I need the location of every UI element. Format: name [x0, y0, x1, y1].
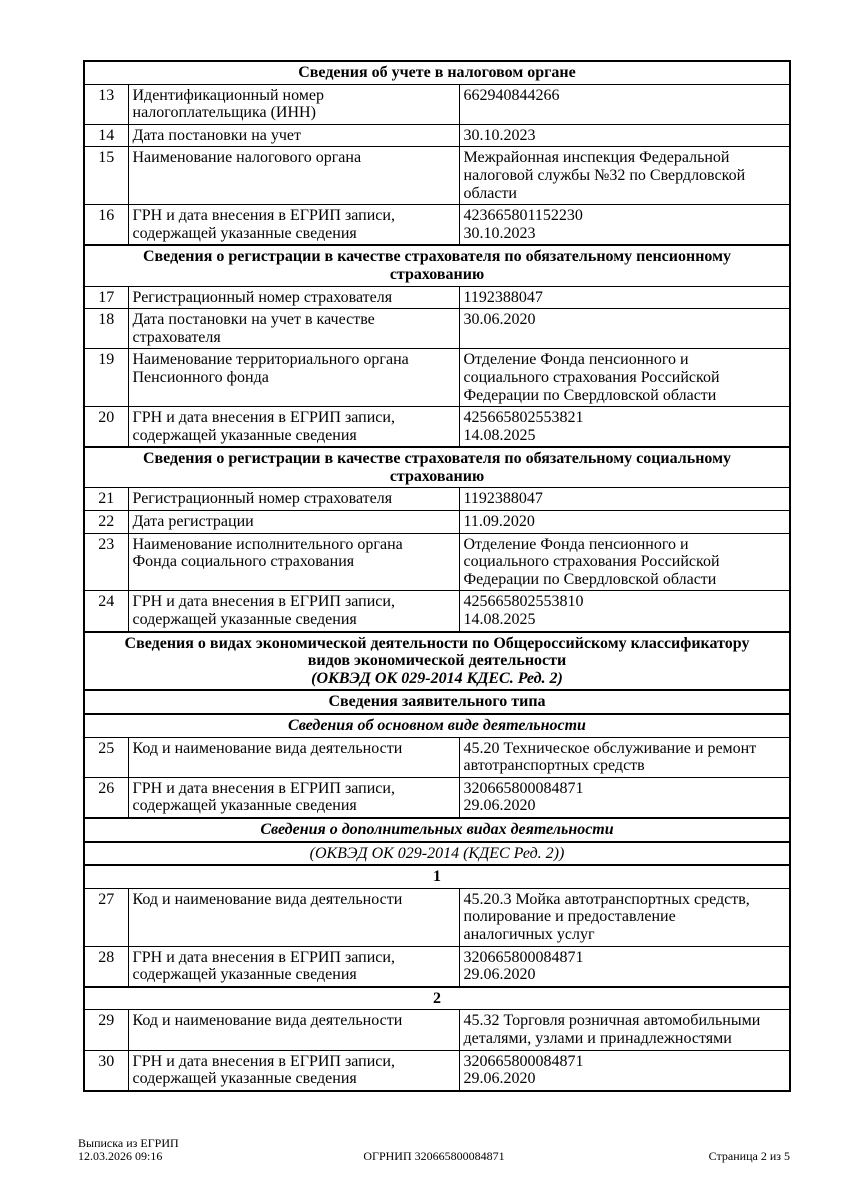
text-line: страхованию	[389, 467, 485, 485]
row-label	[128, 147, 459, 205]
row-label	[128, 205, 459, 246]
row-value	[459, 407, 790, 448]
footer-ogrnip: ОГРНИП 320665800084871	[363, 1149, 505, 1163]
text-line: 425665802553810	[463, 593, 584, 611]
row-label	[128, 1010, 459, 1050]
text-line: Наименование исполнительного органа	[132, 535, 403, 553]
text-line: аналогичных услуг	[463, 925, 595, 943]
text-line: Пенсионного фонда	[132, 368, 269, 386]
row-value	[459, 1010, 790, 1050]
text-line: 320665800084871	[463, 779, 584, 797]
text-line: Код и наименование вида деятельности	[132, 890, 403, 908]
row-label	[128, 946, 459, 987]
section-header-cell	[84, 632, 790, 691]
text-line: ГРН и дата внесения в ЕГРИП записи,	[132, 779, 395, 797]
text-line: 1192388047	[463, 288, 543, 306]
row-label	[128, 511, 459, 534]
text-line: социального страхования Российской	[463, 553, 720, 571]
row-number: 13	[84, 84, 128, 124]
text-line: 30.06.2020	[463, 311, 536, 329]
text-line: полирование и предоставление	[463, 908, 676, 926]
text-line: содержащей указанные сведения	[132, 1070, 357, 1088]
text-line: содержащей указанные сведения	[132, 611, 357, 629]
text-line: 14.08.2025	[463, 426, 536, 444]
egrip-table	[83, 60, 791, 1092]
text-line: Федерации по Свердловской области	[463, 570, 717, 588]
table-row	[84, 777, 790, 818]
text-line: содержащей указанные сведения	[132, 426, 357, 444]
row-number: 25	[84, 737, 128, 777]
text-line: 45.20 Техническое обслуживание и ремонт	[463, 739, 757, 757]
table-row	[84, 591, 790, 632]
text-line: Дата постановки на учет	[132, 126, 301, 144]
table-row	[84, 124, 790, 147]
row-value	[459, 777, 790, 818]
text-line: 425665802553821	[463, 409, 584, 427]
row-label	[128, 777, 459, 818]
section-header-row	[84, 632, 790, 691]
text-line: Сведения о регистрации в качестве страхователя по обязательному социальному	[142, 450, 732, 468]
section-header-row	[84, 61, 790, 84]
row-value	[459, 349, 790, 407]
text-line: 29.06.2020	[463, 966, 536, 984]
text-line: деталями, узлами и принадлежностями	[463, 1029, 732, 1047]
row-number: 19	[84, 349, 128, 407]
text-line: Отделение Фонда пенсионного и	[463, 535, 689, 553]
text-line: Федерации по Свердловской области	[463, 386, 717, 404]
section-header-row	[84, 842, 790, 866]
text-line: Сведения об учете в налоговом органе	[298, 64, 576, 81]
text-line: Фонда социального страхования	[132, 553, 355, 571]
table-row	[84, 737, 790, 777]
section-header-cell	[84, 447, 790, 488]
row-label	[128, 84, 459, 124]
text-line: 1	[433, 868, 441, 886]
text-line: Наименование налогового органа	[132, 149, 362, 167]
text-line: ГРН и дата внесения в ЕГРИП записи,	[132, 409, 395, 427]
row-value	[459, 84, 790, 124]
text-line: 30.10.2023	[463, 224, 536, 242]
text-line: Регистрационный номер страхователя	[132, 490, 393, 508]
row-value	[459, 124, 790, 147]
section-header-cell	[84, 690, 790, 714]
row-value	[459, 511, 790, 534]
row-number: 30	[84, 1050, 128, 1091]
row-label	[128, 488, 459, 511]
text-line: 423665801152230	[463, 207, 583, 225]
text-line: содержащей указанные сведения	[132, 797, 357, 815]
section-header-cell	[84, 842, 790, 866]
text-line: ГРН и дата внесения в ЕГРИП записи,	[132, 593, 395, 611]
text-line: налоговой службы №32 по Свердловской	[463, 166, 746, 184]
table-row	[84, 349, 790, 407]
section-header-row	[84, 818, 790, 842]
row-label	[128, 407, 459, 448]
section-header-row	[84, 714, 790, 737]
table-row	[84, 286, 790, 309]
section-header-row	[84, 690, 790, 714]
text-line: Регистрационный номер страхователя	[132, 288, 393, 306]
row-value	[459, 737, 790, 777]
row-number: 24	[84, 591, 128, 632]
row-number: 22	[84, 511, 128, 534]
text-line: 11.09.2020	[463, 513, 535, 531]
row-number: 21	[84, 488, 128, 511]
text-line: 662940844266	[463, 86, 560, 104]
row-number: 20	[84, 407, 128, 448]
row-label	[128, 349, 459, 407]
row-number: 17	[84, 286, 128, 309]
row-label	[128, 533, 459, 591]
row-label	[128, 286, 459, 309]
text-line: ГРН и дата внесения в ЕГРИП записи,	[132, 207, 395, 225]
section-header-cell	[84, 987, 790, 1010]
section-header-row	[84, 245, 790, 286]
table-row	[84, 84, 790, 124]
row-number: 16	[84, 205, 128, 246]
text-line: содержащей указанные сведения	[132, 966, 357, 984]
text-line: 14.08.2025	[463, 611, 536, 629]
text-line: 29.06.2020	[463, 797, 536, 815]
table-row	[84, 1010, 790, 1050]
text-line: ГРН и дата внесения в ЕГРИП записи,	[132, 1052, 395, 1070]
row-label	[128, 309, 459, 349]
table-row	[84, 511, 790, 534]
row-value	[459, 591, 790, 632]
table-row	[84, 888, 790, 946]
text-line: Сведения заявительного типа	[328, 693, 546, 711]
text-line: 30.10.2023	[463, 126, 536, 144]
table-row	[84, 309, 790, 349]
table-row	[84, 407, 790, 448]
table-row	[84, 533, 790, 591]
row-label	[128, 591, 459, 632]
row-value	[459, 309, 790, 349]
text-line: страхователя	[132, 328, 221, 346]
footer-page-number: Страница 2 из 5	[708, 1149, 790, 1163]
section-header-row	[84, 865, 790, 888]
text-line: налогоплательщика (ИНН)	[132, 104, 316, 122]
text-line: 320665800084871	[463, 1052, 584, 1070]
row-value	[459, 946, 790, 987]
text-line: (ОКВЭД ОК 029-2014 КДЕС. Ред. 2)	[311, 669, 563, 687]
row-value	[459, 286, 790, 309]
row-number: 29	[84, 1010, 128, 1050]
text-line: Дата постановки на учет в качестве	[132, 311, 375, 329]
row-label	[128, 737, 459, 777]
row-value	[459, 533, 790, 591]
text-line: Дата регистрации	[132, 513, 254, 531]
table-row	[84, 946, 790, 987]
row-value	[459, 888, 790, 946]
row-number: 14	[84, 124, 128, 147]
text-line: Код и наименование вида деятельности	[132, 739, 403, 757]
row-number: 26	[84, 777, 128, 818]
text-line: Сведения о регистрации в качестве страхователя по обязательному пенсионному	[142, 248, 732, 266]
row-label	[128, 124, 459, 147]
egrip-table-body	[84, 61, 790, 1091]
section-header-row	[84, 447, 790, 488]
text-line: автотранспортных средств	[463, 757, 645, 775]
table-row	[84, 1050, 790, 1091]
row-value	[459, 205, 790, 246]
text-line: Наименование территориального органа	[132, 351, 409, 369]
table-row	[84, 488, 790, 511]
text-line: 320665800084871	[463, 948, 584, 966]
text-line: видов экономической деятельности	[307, 652, 567, 670]
row-number: 15	[84, 147, 128, 205]
text-line: 1192388047	[463, 490, 543, 508]
text-line: Сведения о дополнительных видах деятельности	[260, 820, 614, 838]
table-row	[84, 205, 790, 246]
section-header-cell	[84, 245, 790, 286]
row-number: 28	[84, 946, 128, 987]
text-line: содержащей указанные сведения	[132, 224, 357, 242]
text-line: социального страхования Российской	[463, 368, 720, 386]
text-line: Межрайонная инспекция Федеральной	[463, 149, 730, 167]
text-line: страхованию	[389, 265, 485, 283]
text-line: Сведения о видах экономической деятельности по Общероссийскому классификатору	[124, 634, 750, 652]
row-number: 18	[84, 309, 128, 349]
row-value	[459, 147, 790, 205]
section-header-cell	[84, 714, 790, 737]
row-number: 27	[84, 888, 128, 946]
footer-doc-type: Выписка из ЕГРИП	[78, 1136, 179, 1150]
row-number: 23	[84, 533, 128, 591]
text-line: 45.20.3 Мойка автотранспортных средств,	[463, 890, 750, 908]
text-line: 2	[433, 989, 441, 1007]
row-value	[459, 1050, 790, 1091]
text-line: Отделение Фонда пенсионного и	[463, 351, 689, 369]
row-value	[459, 488, 790, 511]
text-line: 29.06.2020	[463, 1070, 536, 1088]
text-line: области	[463, 184, 517, 202]
text-line: 45.32 Торговля розничная автомобильными	[463, 1012, 761, 1030]
section-header-row	[84, 987, 790, 1010]
text-line: (ОКВЭД ОК 029-2014 (КДЕС Ред. 2))	[309, 844, 565, 862]
text-line: Идентификационный номер	[132, 86, 325, 104]
section-header-cell	[84, 818, 790, 842]
row-label	[128, 1050, 459, 1091]
text-line: ГРН и дата внесения в ЕГРИП записи,	[132, 948, 395, 966]
text-line: Сведения об основном виде деятельности	[288, 717, 586, 734]
footer-datetime: 12.03.2026 09:16	[78, 1149, 163, 1163]
text-line: Код и наименование вида деятельности	[132, 1012, 403, 1030]
section-header-cell	[84, 865, 790, 888]
table-row	[84, 147, 790, 205]
section-header-cell	[84, 61, 790, 84]
row-label	[128, 888, 459, 946]
